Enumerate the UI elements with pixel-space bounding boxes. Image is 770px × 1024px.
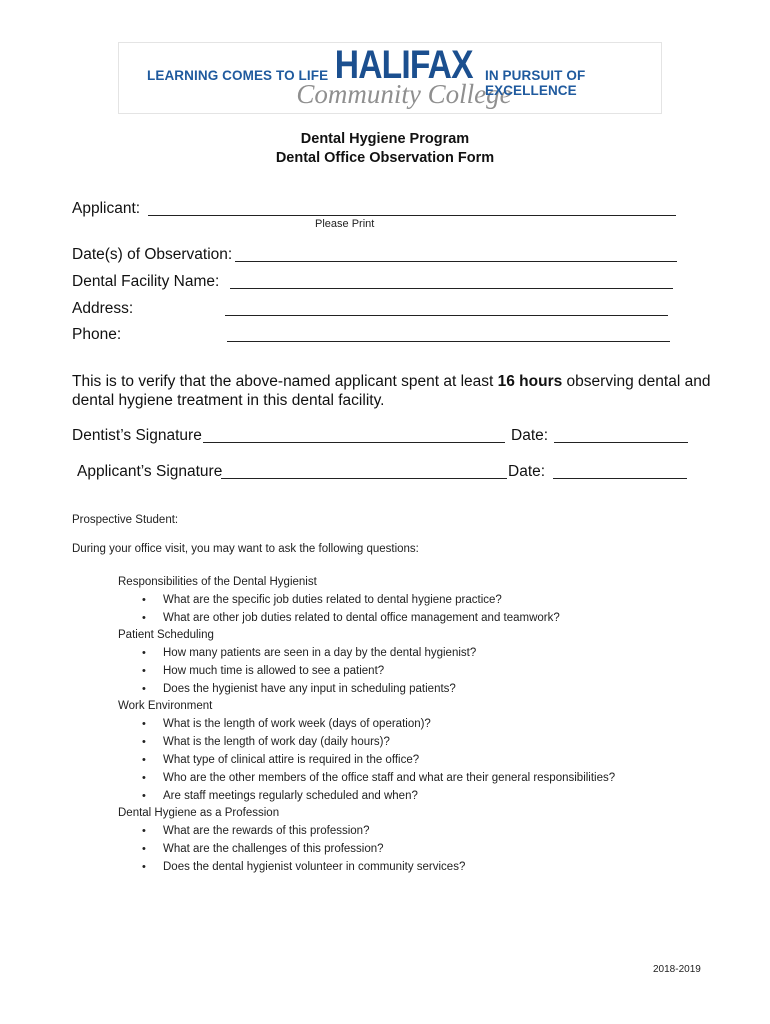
question-item: What are the challenges of this profession? [163, 843, 384, 855]
bullet-icon: • [142, 843, 146, 855]
logo-name: HALIFAX [334, 43, 473, 87]
address-label: Address: [72, 300, 134, 317]
logo-tagline-left: LEARNING COMES TO LIFE [147, 68, 329, 83]
question-item: What are the specific job duties related to dental hygiene practice? [163, 594, 502, 606]
bullet-icon: • [142, 772, 146, 784]
bullet-icon: • [142, 718, 146, 730]
bullet-icon: • [142, 825, 146, 837]
question-item: How many patients are seen in a day by the dental hygienist? [163, 647, 477, 659]
phone-label: Phone: [72, 326, 122, 343]
verification-statement [72, 372, 712, 410]
bullet-icon: • [142, 754, 146, 766]
logo-tagline-right: IN PURSUIT OF EXCELLENCE [485, 68, 586, 98]
bullet-icon: • [142, 790, 146, 802]
question-section: Dental Hygiene as a Profession [118, 807, 280, 819]
facility-label: Dental Facility Name: [72, 273, 220, 290]
question-section: Responsibilities of the Dental Hygienist [118, 576, 317, 588]
applicant-hint: Please Print [315, 218, 375, 230]
bullet-icon: • [142, 683, 146, 695]
college-logo [118, 42, 662, 114]
applicant-signature-label: Applicant’s Signature [77, 463, 223, 480]
verify-text-after: observing dental and dental hygiene treatment in this dental facility. [72, 373, 711, 409]
bullet-icon: • [142, 594, 146, 606]
applicant-input-line[interactable] [148, 215, 676, 216]
question-item: How much time is allowed to see a patient? [163, 665, 385, 677]
applicant-date-label: Date: [508, 463, 546, 480]
question-item: Does the hygienist have any input in scheduling patients? [163, 683, 456, 695]
question-item: Who are the other members of the office staff and what are their general responsibilities? [163, 772, 616, 784]
bullet-icon: • [142, 861, 146, 873]
question-item: What is the length of work day (daily hours)? [163, 736, 390, 748]
applicant-signature-line[interactable] [221, 478, 507, 479]
facility-input-line[interactable] [230, 288, 673, 289]
verify-text-before: This is to verify that the above-named applicant spent at least [72, 373, 498, 390]
logo-mark [296, 43, 512, 113]
verify-hours: 16 hours [497, 373, 563, 390]
dentist-signature-line[interactable] [203, 442, 505, 443]
bullet-icon: • [142, 612, 146, 624]
applicant-date-line[interactable] [553, 478, 687, 479]
dentist-signature-label: Dentist’s Signature [72, 427, 202, 444]
dates-input-line[interactable] [235, 261, 677, 262]
question-item: What is the length of work week (days of operation)? [163, 718, 431, 730]
logo-subname: Community College [296, 79, 512, 109]
question-section: Patient Scheduling [118, 629, 214, 641]
bullet-icon: • [142, 736, 146, 748]
question-item: What type of clinical attire is required in the office? [163, 754, 420, 766]
bullet-icon: • [142, 647, 146, 659]
dentist-date-label: Date: [511, 427, 549, 444]
form-title-program: Dental Hygiene Program [300, 131, 470, 147]
question-item: What are other job duties related to dental office management and teamwork? [163, 612, 560, 624]
question-section: Work Environment [118, 700, 213, 712]
prospective-student-heading: Prospective Student: [72, 514, 179, 526]
form-year: 2018-2019 [653, 964, 701, 975]
questions-intro: During your office visit, you may want to ask the following questions: [72, 543, 419, 555]
applicant-label: Applicant: [72, 200, 141, 217]
bullet-icon: • [142, 665, 146, 677]
form-title-form: Dental Office Observation Form [275, 150, 495, 166]
dentist-date-line[interactable] [554, 442, 688, 443]
question-item: Are staff meetings regularly scheduled and when? [163, 790, 418, 802]
question-item: What are the rewards of this profession? [163, 825, 370, 837]
phone-input-line[interactable] [227, 341, 670, 342]
address-input-line[interactable] [225, 315, 668, 316]
dates-label: Date(s) of Observation: [72, 246, 233, 263]
question-item: Does the dental hygienist volunteer in community services? [163, 861, 466, 873]
